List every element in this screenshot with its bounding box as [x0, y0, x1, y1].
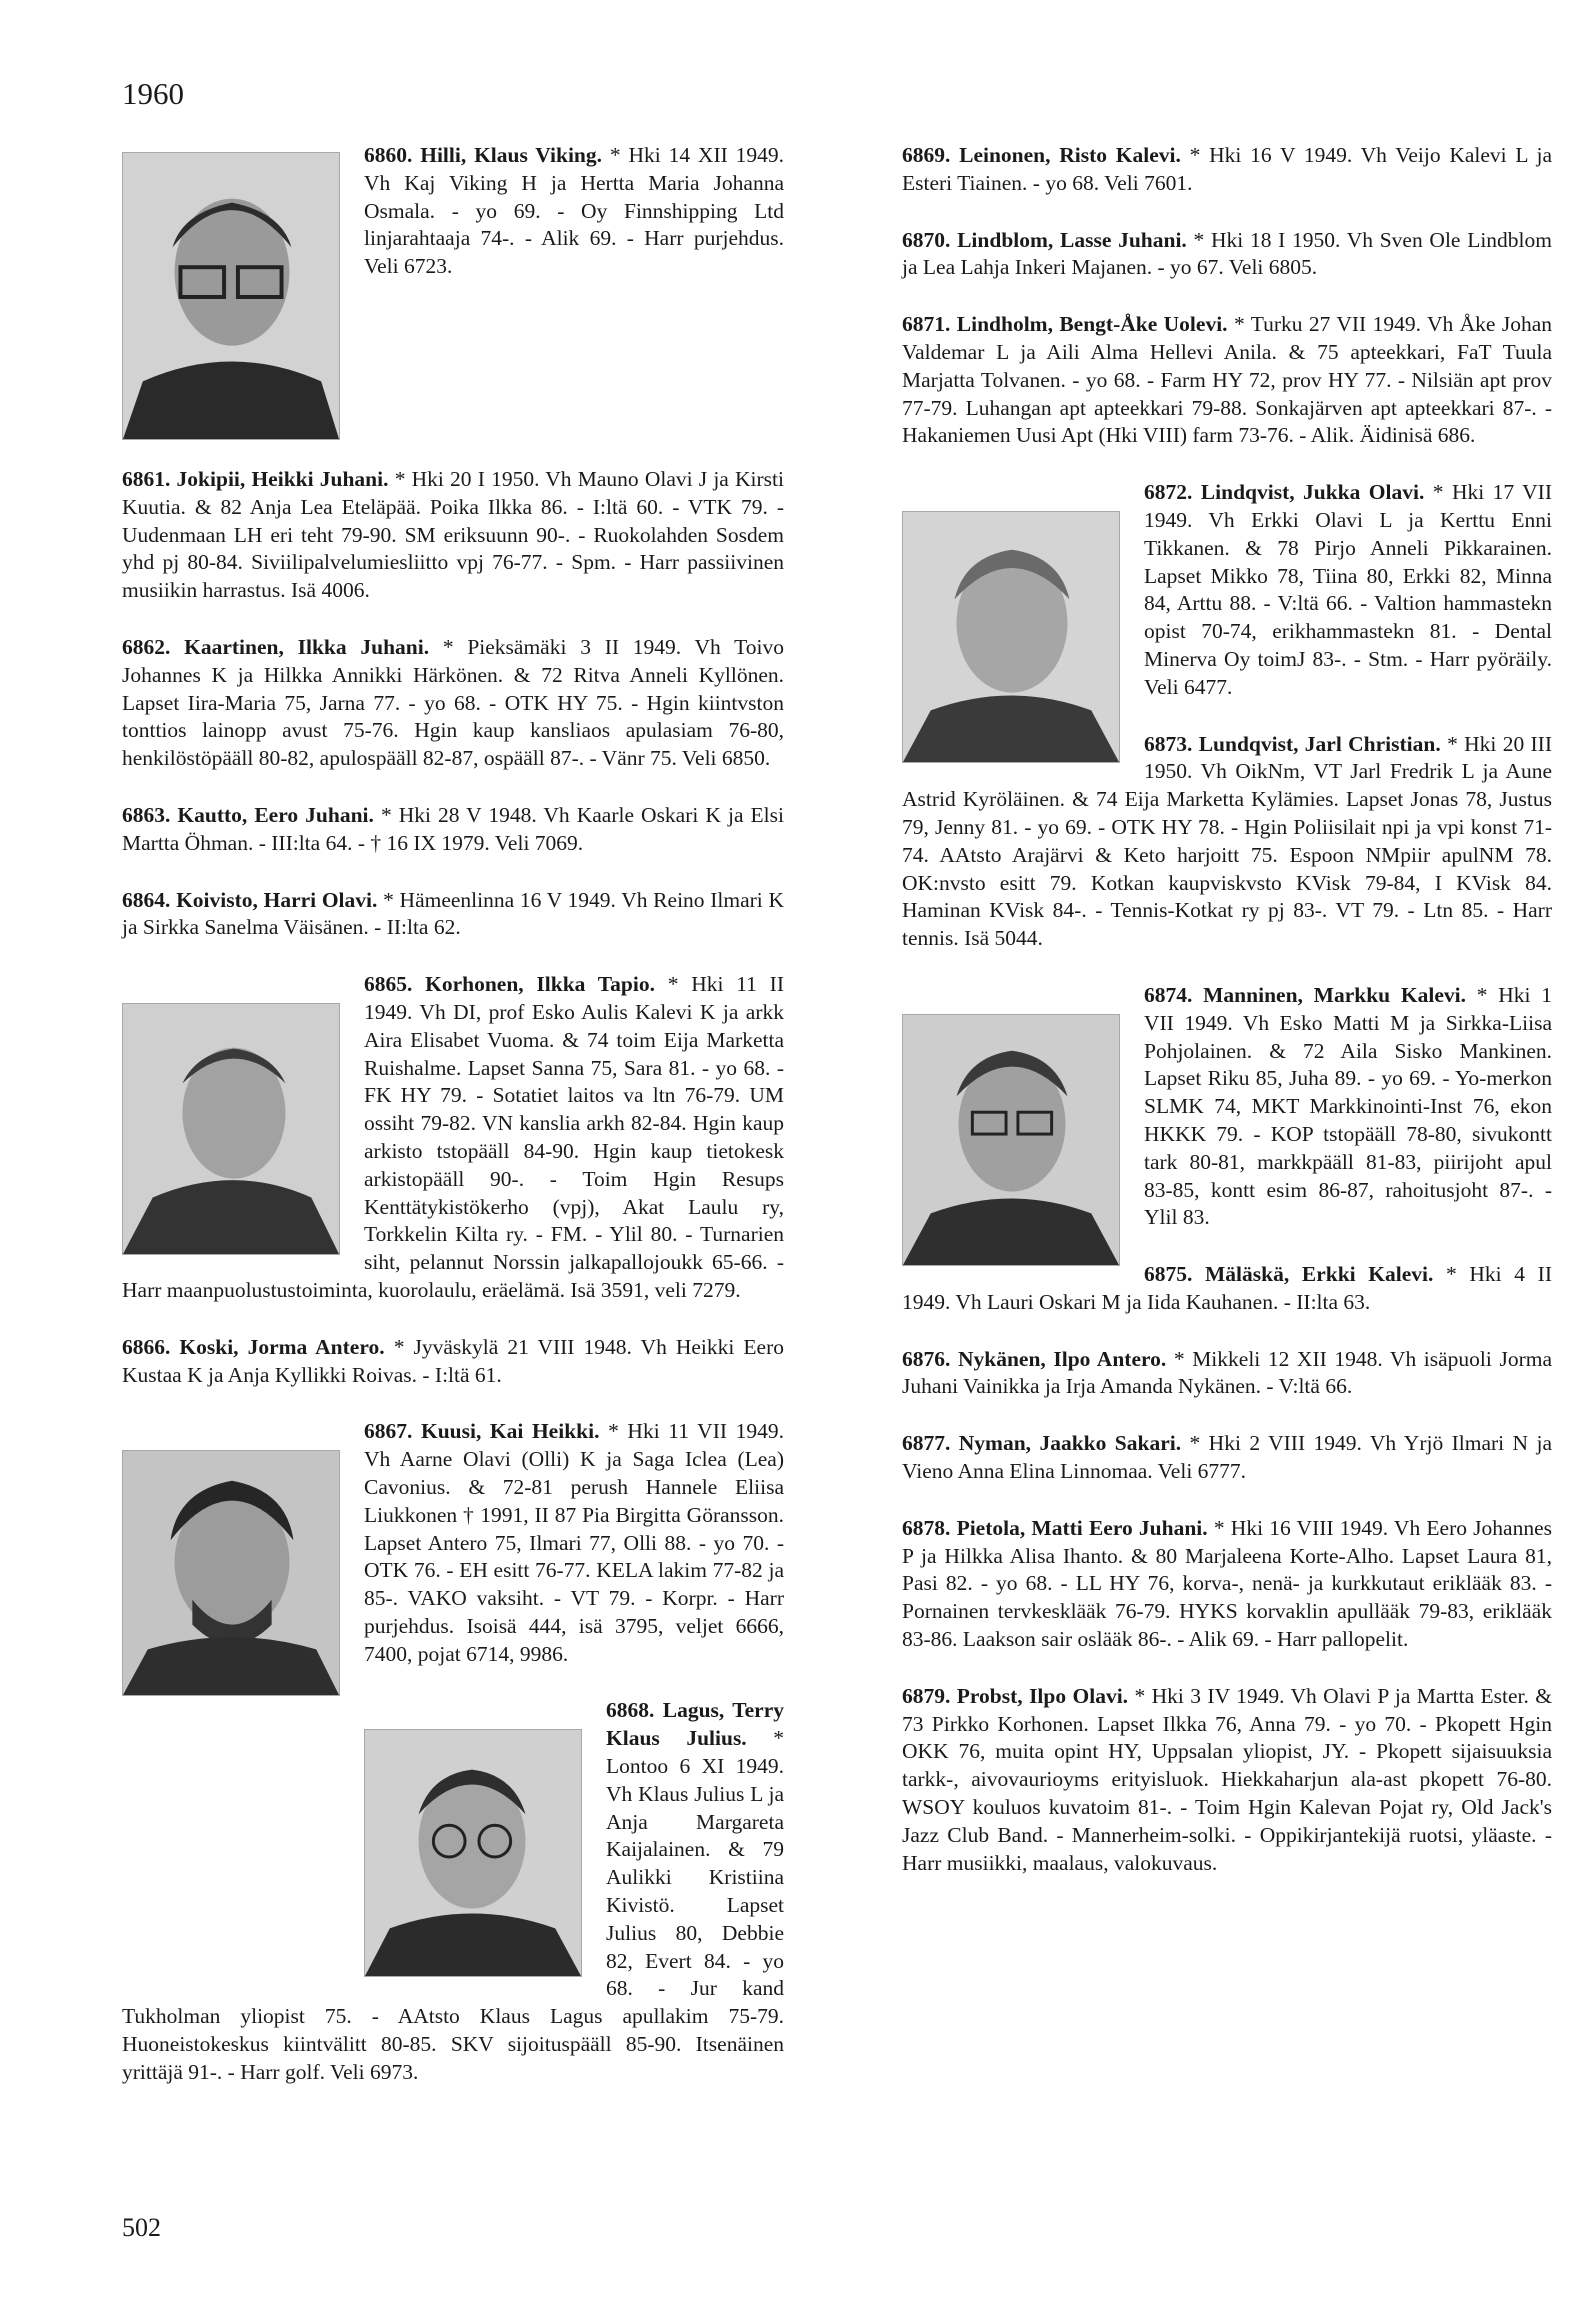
entry-text: * Hki 2 VIII 1949. Vh Yrjö Ilmari N ja Vieno Anna Elina Linnomaa. Veli 6777.	[902, 1431, 1552, 1484]
entry-text: * Lontoo 6 XI 1949. Vh Klaus Julius L ja Anja Margareta Kaijalainen. & 79 Aulikki Kristiina Kivistö. Lapset Julius 80, Debbie 82, Evert 84. - yo 68. - Jur kand Tukholman yliopist 75. - AAtsto Klaus Lagus apullakim 75-79. Huoneistokeskus kiintvälitt 80-85. SKV sijoituspääll 85-90. Itsenäinen yrittäjä 91-. - Harr golf. Veli 6973.	[122, 1726, 784, 2084]
page-header-year: 1960	[122, 76, 184, 111]
entry-name: 6873. Lundqvist, Jarl Christian.	[1144, 731, 1441, 756]
entry-name: 6864. Koivisto, Harri Olavi.	[122, 887, 378, 912]
entry-name: 6861. Jokipii, Heikki Juhani.	[122, 467, 389, 491]
portrait-photo-6860	[122, 152, 340, 440]
entry-6876	[902, 1346, 1552, 1402]
entry-name: 6863. Kautto, Eero Juhani.	[122, 802, 374, 827]
entry-6877	[902, 1430, 1552, 1486]
entry-text: * Hki 20 III 1950. Vh OikNm, VT Jarl Fredrik L ja Aune Astrid Kyröläinen. & 74 Eija Marketta Kylämies. Lapset Jonas 78, Justus 79, Jenny 81. - yo 69. - OTK HY 78. - Hgin Poliisilait npi ja vpi konst 71-74. AAtsto Arajärvi & Keto harjoitt 75. Espoon NMpiir apulNM 78. OK:nvsto esitt 79. Kotkan kaupviskvsto KVisk 79-84, I KVisk 84. Haminan KVisk 84-. - Tennis-Kotkat ry pj 83-. VT 79. - Ltn 85. - Harr tennis. Isä 5044.	[902, 731, 1552, 951]
entry-name: 6865. Korhonen, Ilkka Tapio.	[364, 972, 655, 997]
entry-6861	[122, 466, 784, 605]
left-column	[122, 142, 784, 2116]
entry-name: 6867. Kuusi, Kai Heikki.	[364, 1419, 600, 1444]
entry-6870	[902, 227, 1552, 283]
entry-6869	[902, 142, 1552, 198]
entry-text: * Hki 14 XII 1949. Vh Kaj Viking H ja Hertta Maria Johanna Osmala. - yo 69. - Oy Finnshipping Ltd linjarahtaaja 74-. - Alik 69. - Harr purjehdus. Veli 6723.	[364, 143, 784, 279]
entry-name: 6876. Nykänen, Ilpo Antero.	[902, 1346, 1167, 1371]
entry-6868	[122, 1697, 784, 2086]
entry-text: * Hki 3 IV 1949. Vh Olavi P ja Martta Ester. & 73 Pirkko Korhonen. Lapset Ilkka 76, Anna 79. - yo 70. - Pkopett Hgin OKK 76, muita opint HY, Uppsalan yliopist, JY. - Pkopett sijaisuuksia tarkk-, aivovaurioyms erityisluok. Hiekkaharjun ala-ast pkopett 76-80. WSOY kouluos kuvatoim 81-. - Toim Hgin Kalevan Pojat ry, Old Jack's Jazz Club Band. - Mannerheim-solki. - Oppikirjantekijä ruotsi, yläaste. - Harr musiikki, maalaus, valokuvaus.	[902, 1683, 1552, 1875]
entry-6863	[122, 802, 784, 858]
entry-text: * Hki 20 I 1950. Vh Mauno Olavi J ja Kirsti Kuutia. & 82 Anja Lea Eteläpää. Poika Ilkka 86. - I:ltä 60. - VTK 79. - Uudenmaan LH eri teht 79-90. SM eriksuunn 90-. - Ruokolahden Sosdem yhd pj 80-84. Siviilipalvelumiesliitto vpj 76-77. - Spm. - Harr passiivinen musiikin harrastus. Isä 4006.	[122, 467, 784, 603]
entry-6874	[902, 982, 1552, 1232]
entry-text: * Hki 4 II 1949. Vh Lauri Oskari M ja Iida Kauhanen. - II:lta 63.	[902, 1262, 1553, 1314]
entry-name: 6875. Mäläskä, Erkki Kalevi.	[1144, 1262, 1434, 1287]
entry-6878	[902, 1515, 1552, 1654]
entry-text: * Pieksämäki 3 II 1949. Vh Toivo Johannes K ja Hilkka Annikki Härkönen. & 72 Ritva Anneli Kyllönen. Lapset Iira-Maria 75, Jarna 77. - yo 68. - OTK HY 75. - Hgin kiintvston tonttios lainopp avust 75-76. Hgin kaup kansliaos apulasiam 76-80, henkilöstöpääll 80-82, apulospääll 82-87, ospääll 87-. - Vänr 75. Veli 6850.	[122, 634, 784, 771]
portrait-photo-6872	[902, 511, 1120, 763]
entry-name: 6877. Nyman, Jaakko Sakari.	[902, 1431, 1182, 1456]
entry-text: * Turku 27 VII 1949. Vh Åke Johan Valdemar L ja Aili Alma Hellevi Anila. & 75 apteekkari, FaT Tuula Marjatta Tolvanen. - yo 68. - Farm HY 72, prov HY 77. - Nilsiän apt prov 77-79. Luhangan apt apteekkari 79-88. Sonkajärven apt apteekkari 87-. - Hakaniemen Uusi Apt (Hki VIII) farm 73-76. - Alik. Äidinisä 686.	[902, 312, 1552, 448]
page-number: 502	[122, 2213, 161, 2242]
entry-name: 6879. Probst, Ilpo Olavi.	[902, 1683, 1129, 1708]
entry-text: * Mikkeli 12 XII 1948. Vh isäpuoli Jorma Juhani Vainikka ja Irja Amanda Nykänen. - V:ltä 66.	[902, 1346, 1552, 1399]
entry-text: * Hki 28 V 1948. Vh Kaarle Oskari K ja Elsi Martta Öhman. - III:lta 64. - † 16 IX 1979. Veli 7069.	[122, 802, 784, 855]
entry-6871	[902, 311, 1552, 450]
entry-6860	[122, 142, 784, 446]
entry-text: * Hki 18 I 1950. Vh Sven Ole Lindblom ja Lea Lahja Inkeri Majanen. - yo 67. Veli 6805.	[902, 227, 1552, 280]
portrait-photo-6865	[122, 1003, 340, 1255]
entry-name: 6862. Kaartinen, Ilkka Juhani.	[122, 634, 430, 659]
entry-text: * Hki 16 VIII 1949. Vh Eero Johannes P ja Hilkka Alisa Ihanto. & 80 Marjaleena Korte-Alho. Lapset Laura 81, Pasi 82. - yo 68. - LL HY 76, korva-, nenä- ja kurkkutaut eriklääk 83. - Pornainen tervkesklääk 76-79. HYKS korvaklin apullääk 79-83, eriklääk 83-86. Laakson sair oslääk 86-. - Alik 69. - Harr pallopelit.	[902, 1515, 1552, 1652]
entry-text: * Hki 17 VII 1949. Vh Erkki Olavi L ja Kerttu Enni Tikkanen. & 78 Pirjo Anneli Pikkarainen. Lapset Mikko 78, Tiina 80, Erkki 82, Minna 84, Arttu 88. - V:ltä 66. - Valtion hammastekn opist 70-74, erikhammastekn 81. - Dental Minerva Oy toimJ 83-. - Stm. - Harr pyöräily. Veli 6477.	[1144, 480, 1552, 699]
entry-6866	[122, 1334, 784, 1390]
entry-6873	[902, 731, 1552, 953]
entry-6864	[122, 887, 784, 943]
entry-text: * Hki 1 VII 1949. Vh Esko Matti M ja Sirkka-Liisa Pohjolainen. & 72 Aila Sisko Mankinen. Lapset Riku 85, Juha 89. - yo 69. - Yo-merkon SLMK 74, MKT Markkinointi-Inst 76, ekon HKKK 79. - KOP tstopääll 78-80, sivukontt tark 80-81, markkpääll 81-83, piirijoht apul 83-85, kontt esim 86-87, rahoitusjoht 87-. - Ylil 83.	[1144, 982, 1553, 1230]
entry-name: 6874. Manninen, Markku Kalevi.	[1144, 982, 1466, 1007]
entry-text: * Hki 11 II 1949. Vh DI, prof Esko Aulis Kalevi K ja arkk Aira Elisabet Vuoma. & 74 toim Eija Marketta Ruishalme. Lapset Sanna 75, Sara 81. - yo 68. - FK HY 79. - Sotatiet laitos va ltn 76-79. UM ossiht 79-82. VN kanslia arkh 82-84. Hgin kaup arkisto tstopääll 84-90. Hgin kaup tietokesk arkistopääll 90-. - Toim Hgin Resups Kenttätykistökerho (vpj), Akat Laulu ry, Torkkelin Kilta ry. - FM. - Ylil 80. - Turnarien siht, pelannut Norssin jalkapallojoukk 65-66. - Harr maanpuolustustoiminta, kuorolaulu, eräelämä. Isä 3591, veli 7279.	[122, 972, 784, 1302]
entry-name: 6872. Lindqvist, Jukka Olavi.	[1144, 480, 1425, 505]
entry-6867	[122, 1418, 784, 1668]
entry-6862	[122, 634, 784, 773]
portrait-photo-6874	[902, 1014, 1120, 1266]
entry-6872	[902, 479, 1552, 701]
entry-name: 6870. Lindblom, Lasse Juhani.	[902, 227, 1187, 252]
entry-name: 6871. Lindholm, Bengt-Åke Uolevi.	[902, 312, 1228, 337]
entry-name: 6868. Lagus, Terry Klaus Julius.	[606, 1698, 784, 1751]
entry-text: * Hki 16 V 1949. Vh Veijo Kalevi L ja Esteri Tiainen. - yo 68. Veli 7601.	[902, 143, 1552, 195]
entry-text: * Hämeenlinna 16 V 1949. Vh Reino Ilmari K ja Sirkka Sanelma Väisänen. - II:lta 62.	[122, 887, 785, 940]
portrait-photo-6868	[364, 1729, 582, 1977]
entry-name: 6878. Pietola, Matti Eero Juhani.	[902, 1515, 1208, 1540]
right-column	[902, 142, 1552, 1906]
entry-6879	[902, 1683, 1552, 1878]
entry-name: 6869. Leinonen, Risto Kalevi.	[902, 143, 1181, 167]
entry-text: * Hki 11 VII 1949. Vh Aarne Olavi (Olli) K ja Saga Iclea (Lea) Cavonius. & 72-81 perush Hannele Eliisa Liukkonen † 1991, II 87 Pia Birgitta Göransson. Lapset Antero 75, Ilmari 77, Olli 88. - yo 70. - OTK 76. - EH esitt 76-77. KELA lakim 77-82 ja 85-. VAKO vaksiht. - VT 79. - Korpr. - Harr purjehdus. Isoisä 444, isä 3795, veljet 6666, 7400, pojat 6714, 9986.	[364, 1419, 784, 1666]
entry-text: * Jyväskylä 21 VIII 1948. Vh Heikki Eero Kustaa K ja Anja Kyllikki Roivas. - I:ltä 61.	[122, 1334, 785, 1387]
entry-6865	[122, 971, 784, 1305]
entry-name: 6860. Hilli, Klaus Viking.	[364, 143, 603, 167]
portrait-photo-6867	[122, 1450, 340, 1696]
entry-6875	[902, 1261, 1552, 1317]
entry-name: 6866. Koski, Jorma Antero.	[122, 1334, 385, 1359]
